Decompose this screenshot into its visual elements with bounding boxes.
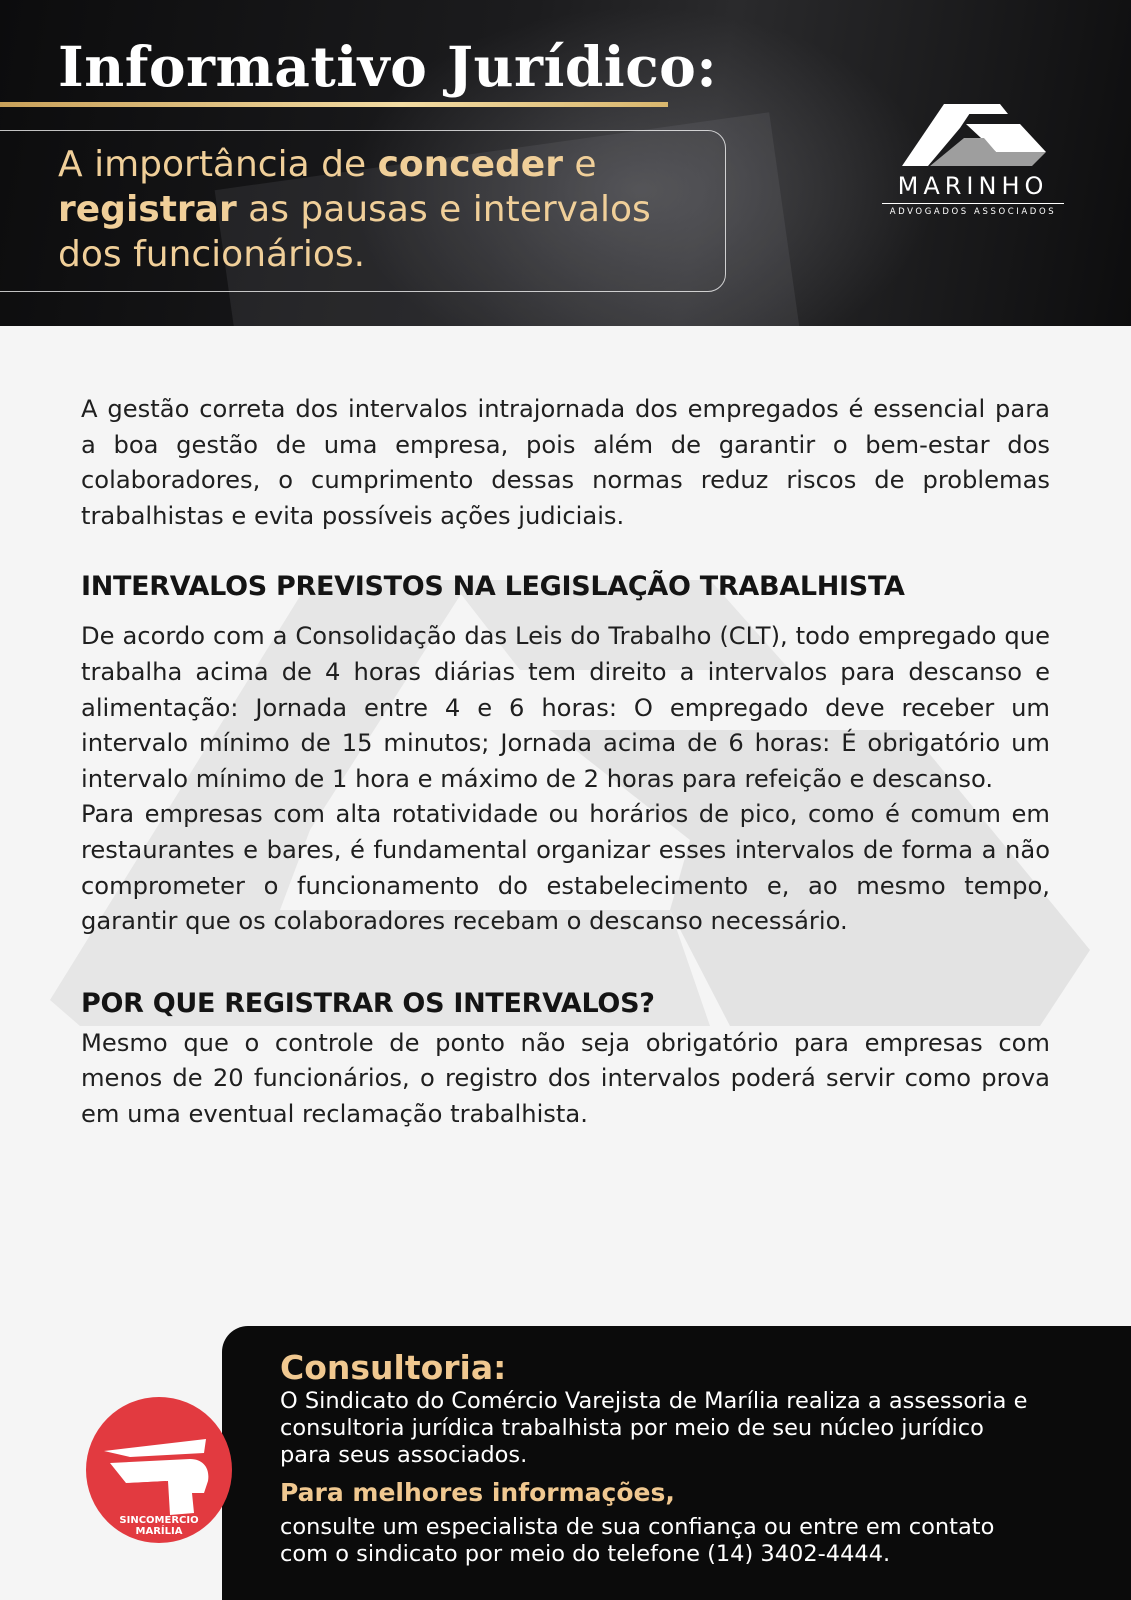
sincomercio-name: [86, 1515, 232, 1537]
consultoria-title: Consultoria:: [280, 1348, 507, 1387]
logo-divider: [882, 203, 1064, 204]
sincomercio-logo: [86, 1397, 232, 1543]
sincomercio-line-2: MARÍLIA: [135, 1526, 183, 1537]
section1-paragraph-1: De acordo com a Consolidação das Leis do Trabalho (CLT), todo empregado que trabalha acima de 4 horas diárias tem direito a intervalos para descanso e alimentação: Jornada entre 4 e 6 horas: O empregado deve receber um intervalo mínimo de 15 minutos; Jornada acima de 6 horas: É obrigatório um intervalo mínimo de 1 hora e máximo de 2 horas para refeição e descanso.: [81, 622, 1050, 793]
subtitle-part-1: A importância de: [58, 144, 378, 185]
marinho-logo-icon: [900, 100, 1046, 170]
page-title: Informativo Jurídico:: [58, 34, 718, 99]
consultoria-panel: [222, 1326, 1131, 1600]
subtitle: [58, 142, 718, 277]
logo-name: MARINHO: [897, 172, 1049, 200]
section2-paragraph: Mesmo que o controle de ponto não seja obrigatório para empresas com menos de 20 funcionários, o registro dos intervalos poderá servir como prova em uma eventual reclamação trabalhista.: [81, 1028, 1050, 1128]
gold-divider: [0, 102, 668, 107]
header-banner: [0, 0, 1131, 326]
subtitle-part-5: as pausas e intervalos dos funcionários.: [58, 189, 651, 275]
subtitle-emphasis-conceder: conceder: [377, 144, 563, 185]
intro-paragraph: A gestão correta dos intervalos intrajornada dos empregados é essencial para a boa gestão de uma empresa, pois além de garantir o bem-estar dos colaboradores, o cumprimento dessas normas reduz riscos de problemas trabalhistas e evita possíveis ações judiciais.: [81, 395, 1050, 530]
section1-paragraph-2: Para empresas com alta rotatividade ou horários de pico, como é comum em restaurantes e bares, é fundamental organizar esses intervalos de forma a não comprometer o funcionamento do estabelecimento e, ao mesmo tempo, garantir que os colaboradores recebam o descanso necessário.: [81, 800, 1050, 936]
subtitle-part-3: e: [562, 144, 597, 185]
subtitle-emphasis-registrar: registrar: [58, 189, 237, 230]
consultoria-text: O Sindicato do Comércio Varejista de Marília realiza a assessoria e consultoria jurídica trabalhista por meio de seu núcleo jurídico para seus associados.: [280, 1388, 1028, 1468]
section-heading-intervalos: INTERVALOS PREVISTOS NA LEGISLAÇÃO TRABALHISTA: [81, 571, 905, 603]
contact-text: consulte um especialista de sua confiança ou entre em contato com o sindicato por meio do telefone (14) 3402-4444.: [280, 1514, 995, 1567]
section-heading-registrar: POR QUE REGISTRAR OS INTERVALOS?: [81, 987, 655, 1019]
info-subtitle: Para melhores informações,: [280, 1478, 675, 1507]
marinho-logo: [878, 100, 1068, 220]
logo-tagline: ADVOGADOS ASSOCIADOS: [889, 207, 1057, 217]
main-content: [81, 392, 1050, 1133]
sincomercio-line-1: SINCOMERCIO: [119, 1515, 199, 1526]
